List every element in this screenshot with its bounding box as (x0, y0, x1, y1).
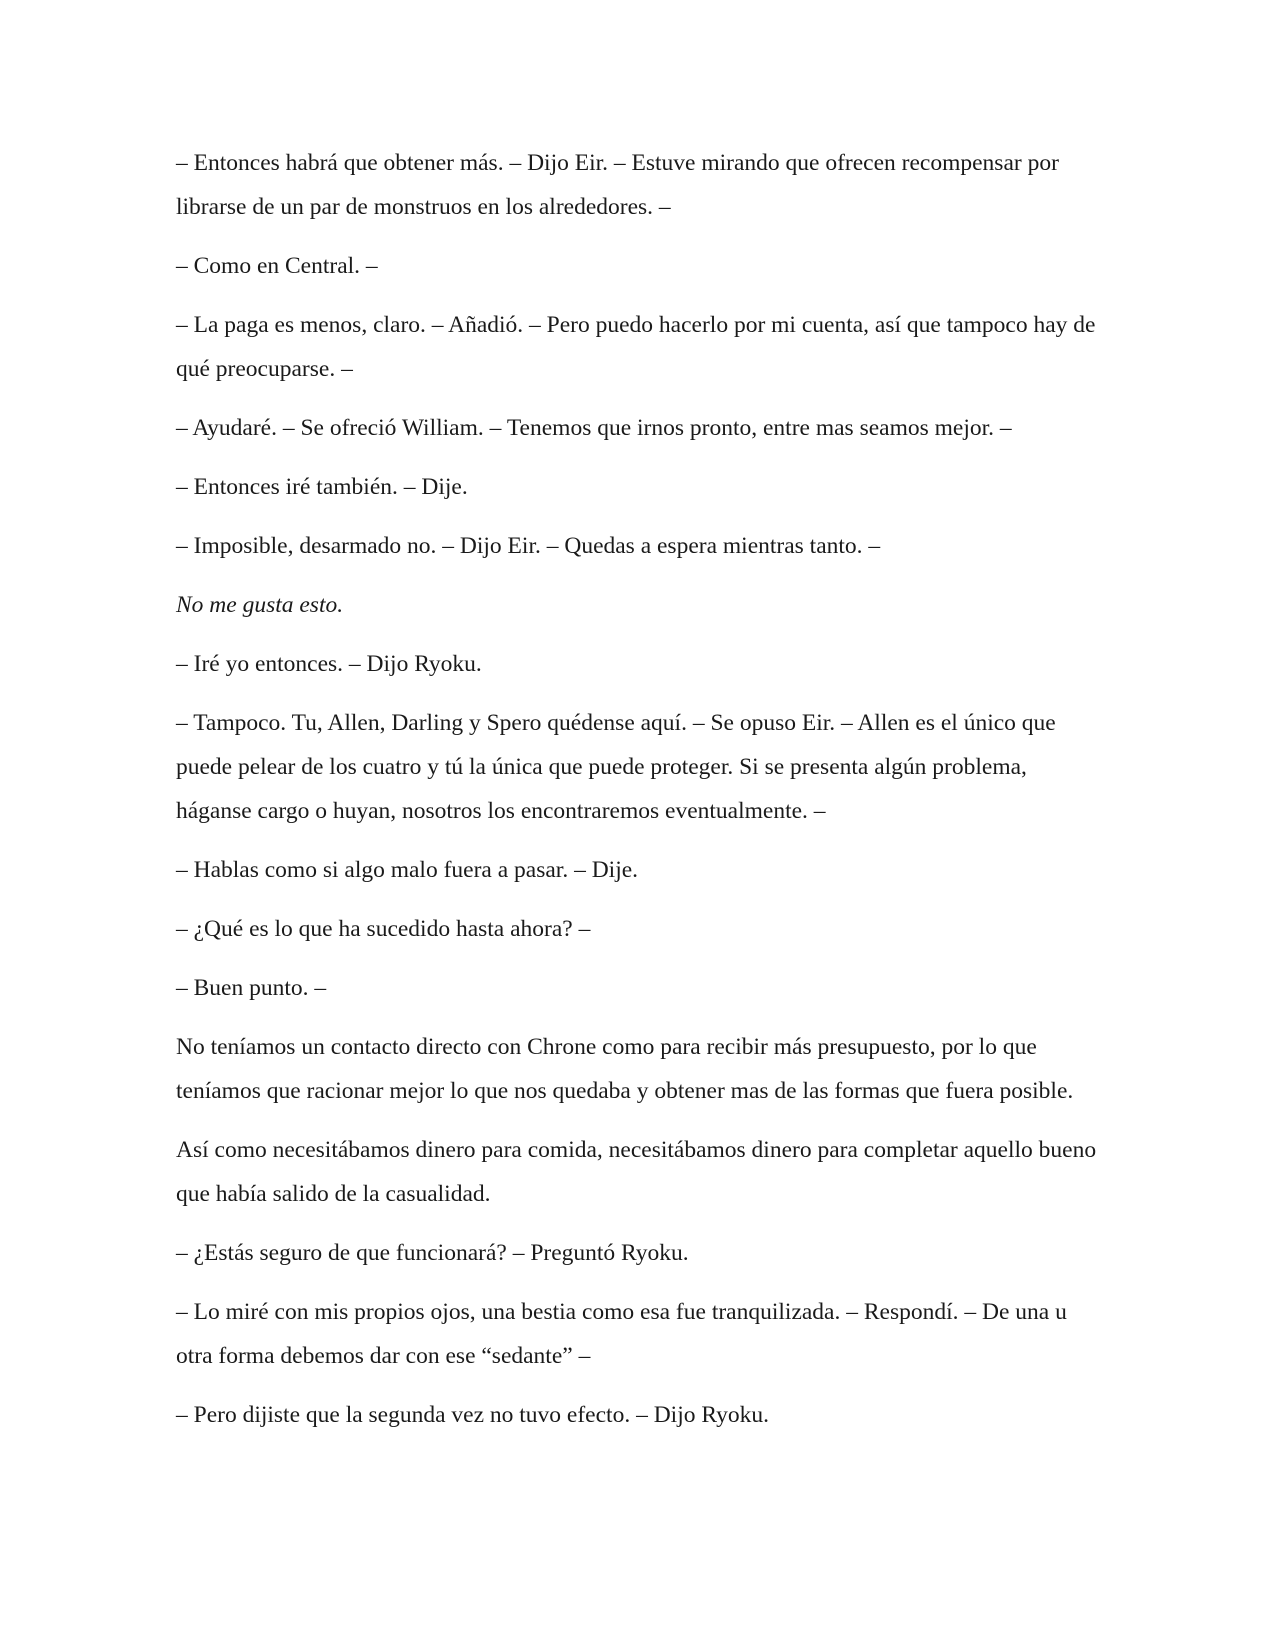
paragraph: – Buen punto. – (176, 975, 327, 1001)
paragraph: No teníamos un contacto directo con Chrone como para recibir más presupuesto, por lo que teníamos que racionar mejor lo que nos quedaba y obtener mas de las formas que fuera posible. (176, 1034, 1074, 1104)
paragraph: – Pero dijiste que la segunda vez no tuvo efecto. – Dijo Ryoku. (176, 1402, 769, 1428)
document-body (176, 141, 1101, 1452)
paragraph: – ¿Qué es lo que ha sucedido hasta ahora? – (176, 916, 591, 942)
paragraph: – Entonces iré también. – Dije. (176, 474, 468, 500)
paragraph: – Como en Central. – (176, 253, 378, 279)
paragraph: – Iré yo entonces. – Dijo Ryoku. (176, 651, 482, 677)
paragraph: – Lo miré con mis propios ojos, una bestia como esa fue tranquilizada. – Respondí. – De una u otra forma debemos dar con ese “sedante” – (176, 1299, 1067, 1369)
paragraph: Así como necesitábamos dinero para comida, necesitábamos dinero para completar aquello bueno que había salido de la casualidad. (176, 1137, 1097, 1207)
paragraph: – Entonces habrá que obtener más. – Dijo Eir. – Estuve mirando que ofrecen recompensar por librarse de un par de monstruos en los alrededores. – (176, 150, 1059, 220)
paragraph: – Hablas como si algo malo fuera a pasar. – Dije. (176, 857, 639, 883)
italic-thought-paragraph: No me gusta esto. (176, 592, 344, 618)
paragraph: – ¿Estás seguro de que funcionará? – Preguntó Ryoku. (176, 1240, 689, 1266)
paragraph: – Tampoco. Tu, Allen, Darling y Spero quédense aquí. – Se opuso Eir. – Allen es el único que puede pelear de los cuatro y tú la única que puede proteger. Si se presenta algún problema, háganse cargo o huyan, nosotros los encontraremos eventualmente. – (176, 710, 1056, 824)
paragraph: – Imposible, desarmado no. – Dijo Eir. – Quedas a espera mientras tanto. – (176, 533, 881, 559)
paragraph: – Ayudaré. – Se ofreció William. – Tenemos que irnos pronto, entre mas seamos mejor. – (176, 415, 1012, 441)
paragraph: – La paga es menos, claro. – Añadió. – Pero puedo hacerlo por mi cuenta, así que tampoco hay de qué preocuparse. – (176, 312, 1096, 382)
